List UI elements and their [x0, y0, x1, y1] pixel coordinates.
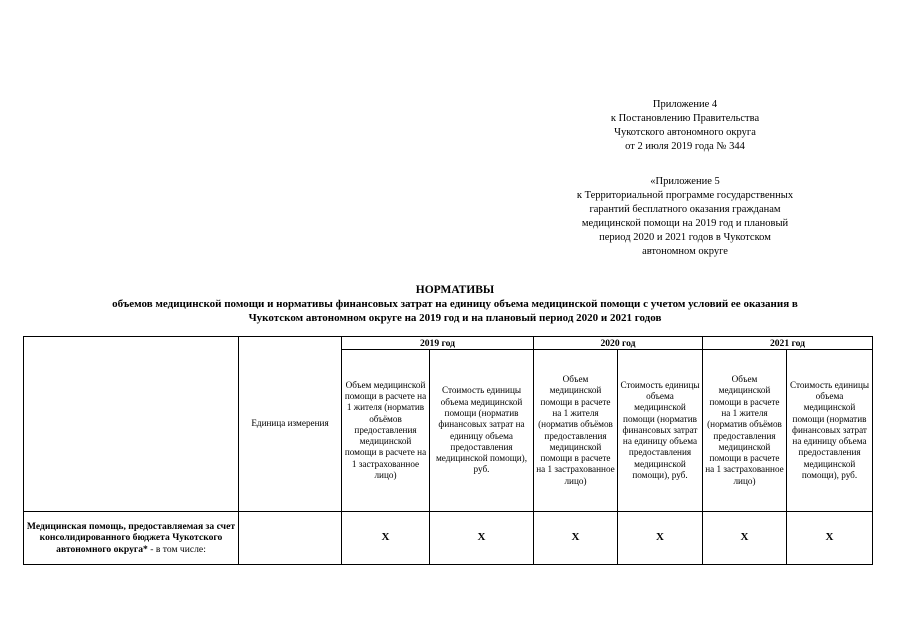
appendix-5-line: автономном округе	[642, 246, 728, 257]
row-label	[24, 512, 239, 565]
title-line-1: объемов медицинской помощи и нормативы финансовых затрат на единицу объема медицинской помощи с учетом условий ее оказания в	[112, 298, 798, 310]
table-row	[24, 512, 873, 565]
appendix-5-line: период 2020 и 2021 годов в Чукотском	[599, 232, 771, 243]
appendix-4-line: от 2 июля 2019 года № 344	[625, 141, 745, 152]
col-2020-cost: Стоимость единицы объема медицинской помощи (норматив финансовых затрат на единицу объема предоставления медицинской помощи), руб.	[618, 350, 703, 512]
row-value-cell: Х	[618, 512, 703, 565]
appendix-4-line: Чукотского автономного округа	[614, 127, 756, 138]
row-value-cell: Х	[703, 512, 787, 565]
row-value-cell: Х	[342, 512, 430, 565]
appendix-5-header	[540, 175, 830, 259]
appendix-4-line: к Постановлению Правительства	[610, 113, 760, 124]
col-2019-volume: Объем медицинской помощи в расчете на 1 жителя (норматив объёмов предоставления медицинской помощи в расчете на 1 застрахованное лицо)	[342, 350, 430, 512]
title-line-2: Чукотском автономном округе на 2019 год и на плановый период 2020 и 2021 годов	[248, 312, 662, 324]
header-row-years	[24, 337, 873, 350]
appendix-5-line: гарантий бесплатного оказания гражданам	[589, 204, 781, 215]
year-2019-header: 2019 год	[342, 337, 534, 350]
norms-table	[23, 336, 873, 565]
appendix-5-line: к Территориальной программе государственных	[576, 190, 794, 201]
row-value-cell: Х	[430, 512, 534, 565]
col-2019-cost: Стоимость единицы объема медицинской помощи (норматив финансовых затрат на единицу объема предоставления медицинской помощи), руб.	[430, 350, 534, 512]
appendix-4-header	[560, 98, 810, 154]
row-label-tail: - в том числе:	[147, 543, 206, 555]
empty-header-cell	[24, 337, 239, 512]
col-2021-volume: Объем медицинской помощи в расчете на 1 жителя (норматив объёмов предоставления медицинской помощи в расчете на 1 застрахованное лицо)	[703, 350, 787, 512]
row-label-bold: Медицинская помощь, предоставляемая за счет консолидированного бюджета Чукотского автономного округа*	[26, 521, 236, 555]
row-unit-cell	[239, 512, 342, 565]
col-2020-volume: Объем медицинской помощи в расчете на 1 жителя (норматив объёмов предоставления медицинской помощи в расчете на 1 застрахованное лицо)	[534, 350, 618, 512]
document-title	[20, 283, 890, 325]
year-2021-header: 2021 год	[703, 337, 873, 350]
row-value-cell: Х	[787, 512, 873, 565]
col-2021-cost: Стоимость единицы объема медицинской помощи (норматив финансовых затрат на единицу объема предоставления медицинской помощи), руб.	[787, 350, 873, 512]
unit-header: Единица измерения	[239, 337, 342, 512]
appendix-5-line: «Приложение 5	[650, 176, 720, 187]
appendix-5-line: медицинской помощи на 2019 год и плановый	[581, 218, 789, 229]
title-main: НОРМАТИВЫ	[415, 284, 495, 296]
year-2020-header: 2020 год	[534, 337, 703, 350]
appendix-4-line: Приложение 4	[652, 99, 718, 110]
row-value-cell: Х	[534, 512, 618, 565]
